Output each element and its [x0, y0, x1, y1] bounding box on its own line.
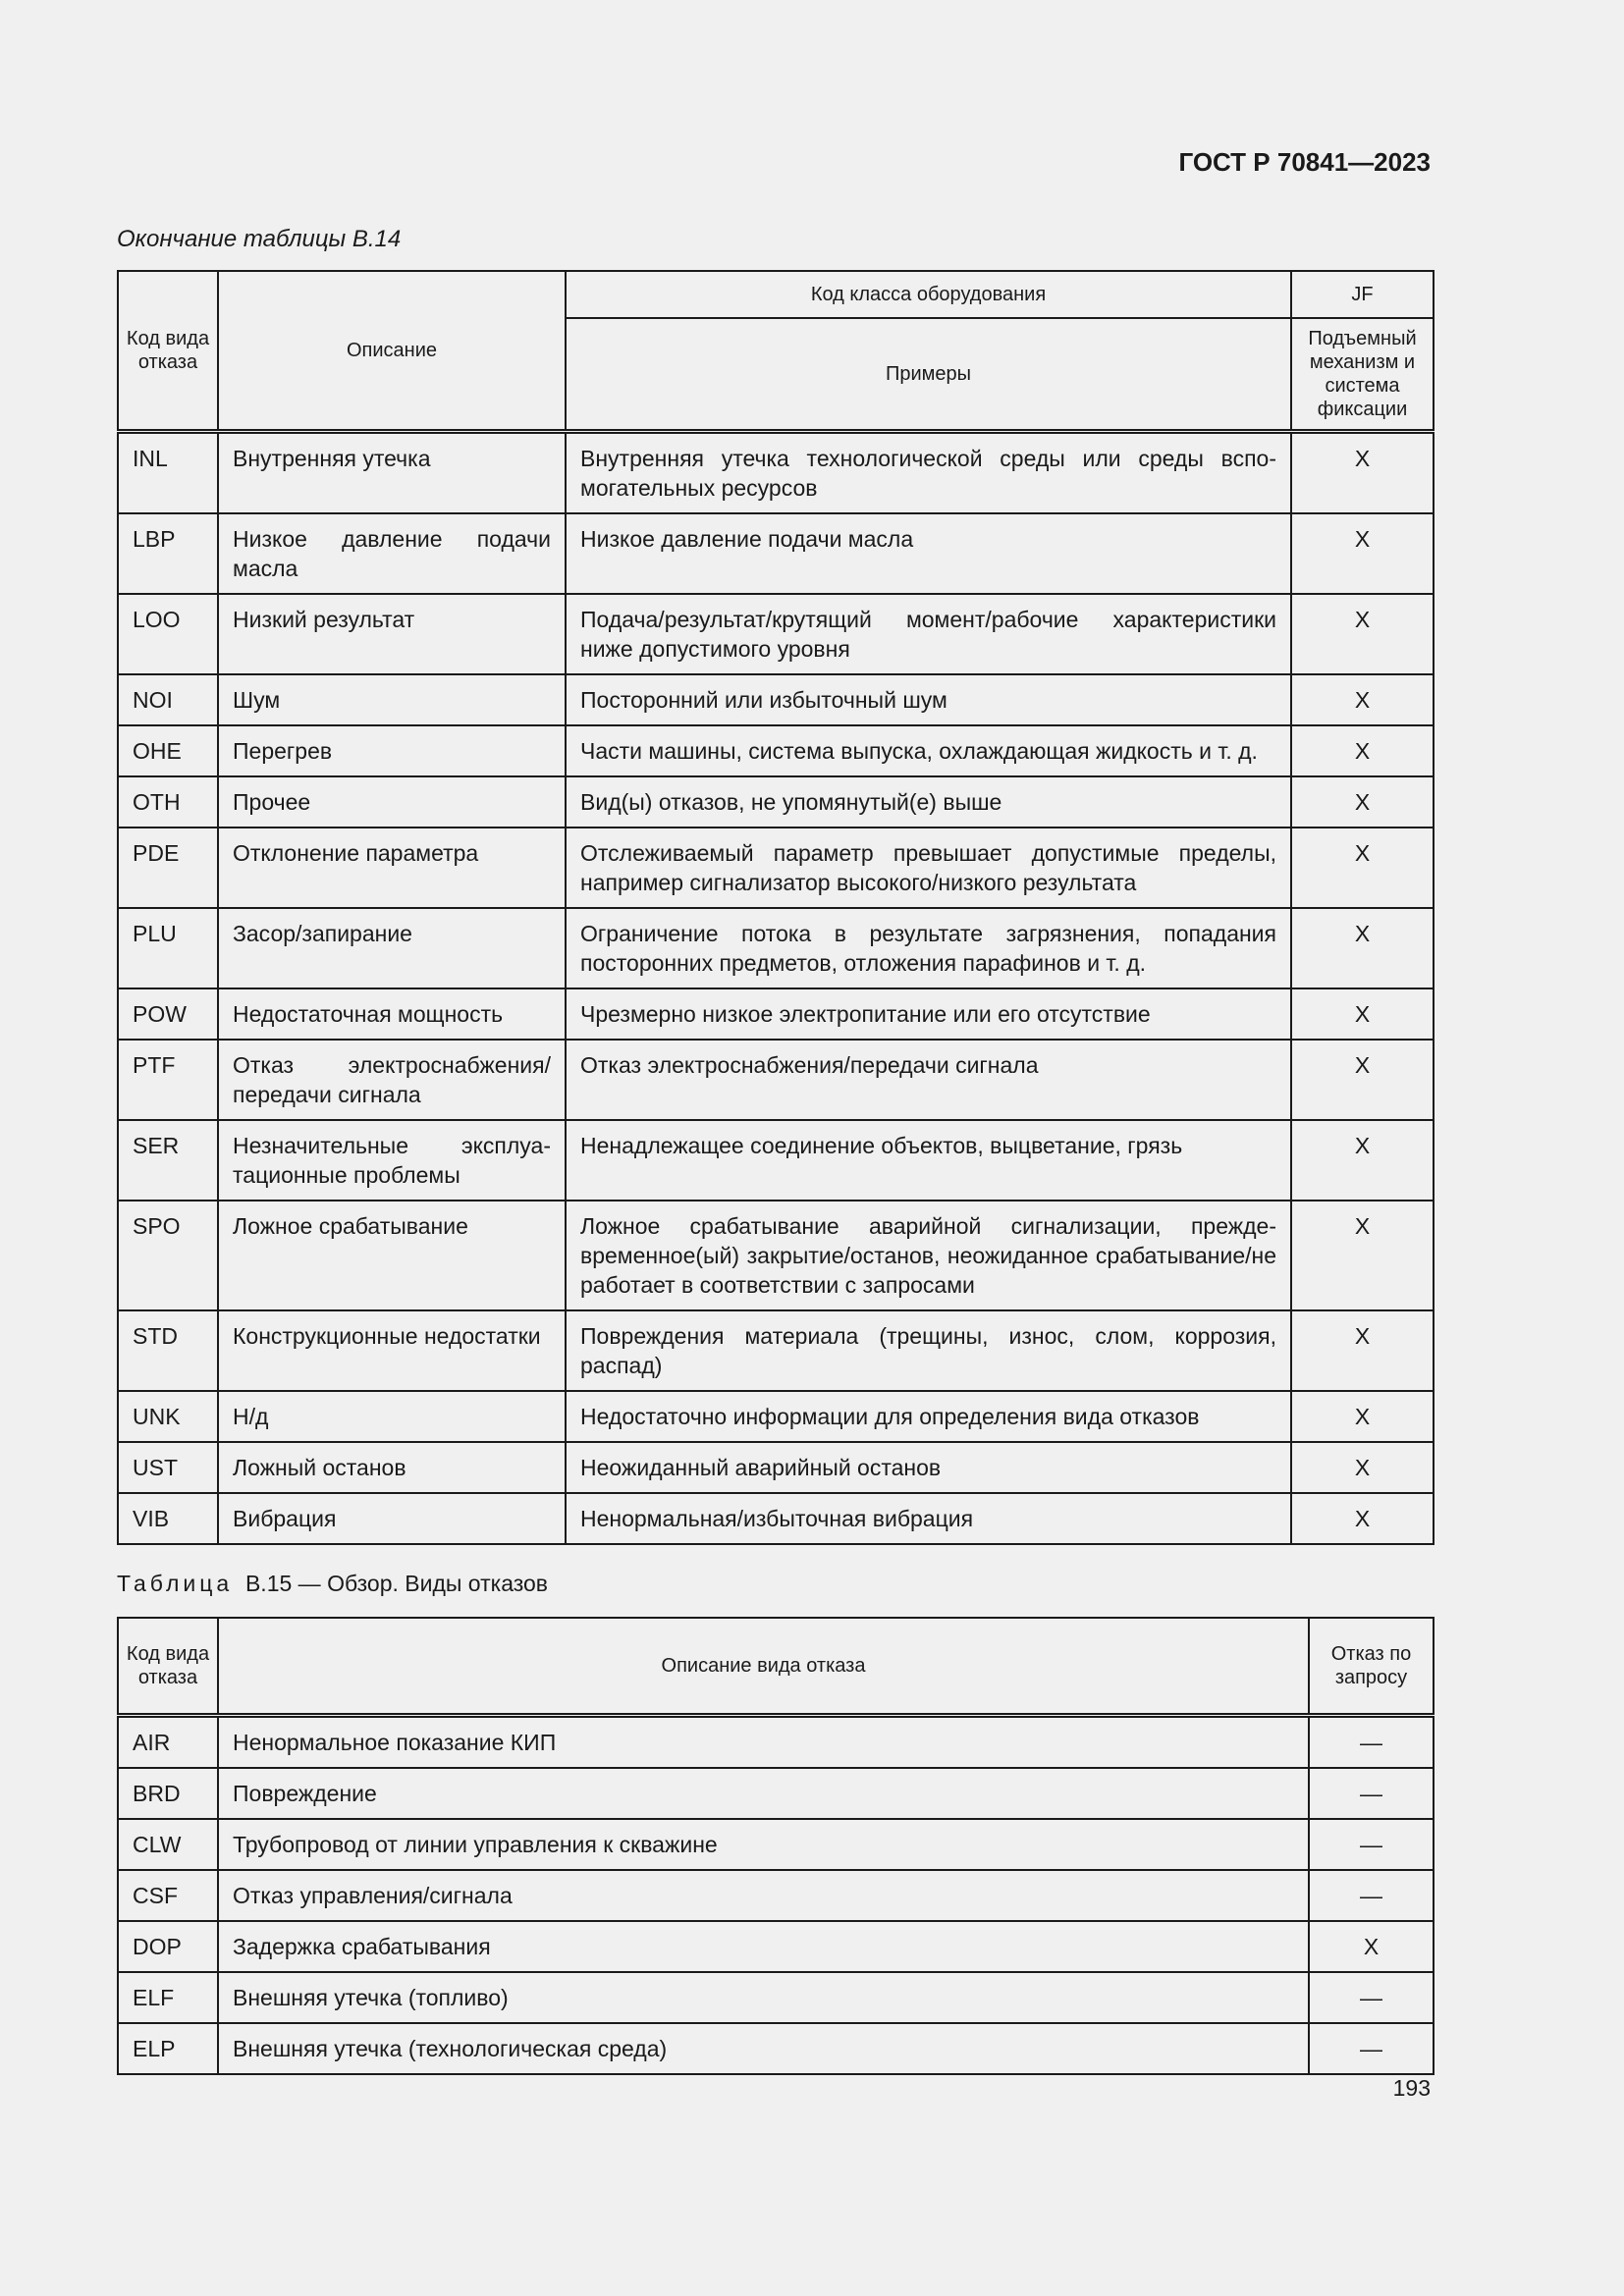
failure-examples: Внутренняя утечка технологической среды или среды вспомогательных ресурсов — [566, 432, 1291, 514]
failure-examples: Повреждения материала (трещины, износ, слом, коррозия, распад) — [566, 1310, 1291, 1391]
table-row — [118, 776, 1434, 828]
failure-code: PTF — [118, 1040, 218, 1120]
table-row — [118, 1972, 1434, 2023]
header-code: Код вида отказа — [118, 271, 218, 432]
on-demand-mark: — — [1309, 1768, 1434, 1819]
failure-description: Внешняя утечка (топливо) — [218, 1972, 1309, 2023]
failure-examples: Ненормальная/избыточная вибрация — [566, 1493, 1291, 1544]
failure-code: PDE — [118, 828, 218, 908]
failure-description: Низкое давление подачи масла — [218, 513, 566, 594]
failure-description: Перегрев — [218, 725, 566, 776]
jf-mark: X — [1291, 1310, 1434, 1391]
header-jf-code: JF — [1291, 271, 1434, 318]
jf-mark: X — [1291, 725, 1434, 776]
jf-mark: X — [1291, 1493, 1434, 1544]
table-row — [118, 988, 1434, 1040]
failure-code: DOP — [118, 1921, 218, 1972]
failure-description: Ложное срабатывание — [218, 1201, 566, 1310]
header-class-code: Код класса оборудования — [566, 271, 1291, 318]
failure-code: AIR — [118, 1716, 218, 1769]
header-examples: Примеры — [566, 318, 1291, 432]
header-jf-name: Подъемный механизм и система фиксации — [1291, 318, 1434, 432]
failure-code: BRD — [118, 1768, 218, 1819]
failure-description: Внешняя утечка (технологическая среда) — [218, 2023, 1309, 2074]
table-row — [118, 1819, 1434, 1870]
table-row — [118, 1201, 1434, 1310]
table-15-caption-label: Таблица — [117, 1571, 234, 1596]
failure-description: Ложный останов — [218, 1442, 566, 1493]
failure-code: NOI — [118, 674, 218, 725]
jf-mark: X — [1291, 776, 1434, 828]
table-row — [118, 1040, 1434, 1120]
jf-mark: X — [1291, 513, 1434, 594]
failure-code: LBP — [118, 513, 218, 594]
header-on-demand: Отказ по запросу — [1309, 1618, 1434, 1716]
failure-code: STD — [118, 1310, 218, 1391]
failure-code: PLU — [118, 908, 218, 988]
failure-description: Прочее — [218, 776, 566, 828]
on-demand-mark: — — [1309, 2023, 1434, 2074]
table-row — [118, 1493, 1434, 1544]
on-demand-mark: — — [1309, 1870, 1434, 1921]
table-row — [118, 674, 1434, 725]
header-description: Описание — [218, 271, 566, 432]
failure-code: OHE — [118, 725, 218, 776]
failure-examples: Низкое давление подачи масла — [566, 513, 1291, 594]
table-b15 — [117, 1617, 1435, 2075]
failure-code: INL — [118, 432, 218, 514]
failure-examples: Части машины, система выпуска, охлаждающая жидкость и т. д. — [566, 725, 1291, 776]
failure-code: CSF — [118, 1870, 218, 1921]
table-row — [118, 1120, 1434, 1201]
jf-mark: X — [1291, 828, 1434, 908]
page-number: 193 — [1392, 2075, 1431, 2101]
failure-description: Трубопровод от линии управления к скважине — [218, 1819, 1309, 1870]
failure-examples: Неожиданный аварийный останов — [566, 1442, 1291, 1493]
table-row — [118, 1391, 1434, 1442]
failure-description: Засор/запирание — [218, 908, 566, 988]
table-row — [118, 594, 1434, 674]
table-15-caption — [117, 1571, 548, 1597]
failure-description: Ненормальное показание КИП — [218, 1716, 1309, 1769]
on-demand-mark: X — [1309, 1921, 1434, 1972]
failure-code: UST — [118, 1442, 218, 1493]
table-row — [118, 1768, 1434, 1819]
failure-code: OTH — [118, 776, 218, 828]
on-demand-mark: — — [1309, 1819, 1434, 1870]
on-demand-mark: — — [1309, 1972, 1434, 2023]
failure-description: Недостаточная мощность — [218, 988, 566, 1040]
failure-description: Низкий результат — [218, 594, 566, 674]
failure-description: Отказ управления/сигнала — [218, 1870, 1309, 1921]
jf-mark: X — [1291, 1120, 1434, 1201]
failure-examples: Отслеживаемый параметр превышает допустимые пределы, например сигнализатор высокого/низкого результата — [566, 828, 1291, 908]
failure-examples: Недостаточно информации для определения вида отказов — [566, 1391, 1291, 1442]
failure-description: Задержка срабатывания — [218, 1921, 1309, 1972]
jf-mark: X — [1291, 908, 1434, 988]
table-row — [118, 1310, 1434, 1391]
jf-mark: X — [1291, 674, 1434, 725]
jf-mark: X — [1291, 1391, 1434, 1442]
failure-examples: Ненадлежащее соединение объектов, выцветание, грязь — [566, 1120, 1291, 1201]
failure-description: Шум — [218, 674, 566, 725]
failure-examples: Отказ электроснабжения/передачи сигнала — [566, 1040, 1291, 1120]
failure-examples: Посторонний или избыточный шум — [566, 674, 1291, 725]
failure-code: LOO — [118, 594, 218, 674]
failure-code: SER — [118, 1120, 218, 1201]
failure-description: Н/д — [218, 1391, 566, 1442]
failure-examples: Ограничение потока в результате загрязнения, попадания посторонних предметов, отложения парафинов и т. д. — [566, 908, 1291, 988]
failure-code: UNK — [118, 1391, 218, 1442]
failure-code: SPO — [118, 1201, 218, 1310]
failure-code: VIB — [118, 1493, 218, 1544]
table-row — [118, 1716, 1434, 1769]
jf-mark: X — [1291, 1201, 1434, 1310]
jf-mark: X — [1291, 1442, 1434, 1493]
table-row — [118, 828, 1434, 908]
on-demand-mark: — — [1309, 1716, 1434, 1769]
failure-code: CLW — [118, 1819, 218, 1870]
table-row — [118, 908, 1434, 988]
failure-examples: Чрезмерно низкое электропитание или его отсутствие — [566, 988, 1291, 1040]
jf-mark: X — [1291, 594, 1434, 674]
table-row — [118, 1921, 1434, 1972]
failure-description: Вибрация — [218, 1493, 566, 1544]
failure-code: ELP — [118, 2023, 218, 2074]
document-id: ГОСТ Р 70841—2023 — [1178, 147, 1431, 177]
failure-description: Повреждение — [218, 1768, 1309, 1819]
failure-code: ELF — [118, 1972, 218, 2023]
table-row — [118, 2023, 1434, 2074]
table-row — [118, 1442, 1434, 1493]
jf-mark: X — [1291, 432, 1434, 514]
failure-description: Отказ электроснабжения/ передачи сигнала — [218, 1040, 566, 1120]
table-row — [118, 432, 1434, 514]
jf-mark: X — [1291, 988, 1434, 1040]
table-15-caption-text: В.15 — Обзор. Виды отказов — [244, 1571, 549, 1596]
failure-examples: Вид(ы) отказов, не упомянутый(е) выше — [566, 776, 1291, 828]
failure-code: POW — [118, 988, 218, 1040]
table-b14 — [117, 270, 1435, 1545]
table-row — [118, 725, 1434, 776]
jf-mark: X — [1291, 1040, 1434, 1120]
failure-description: Внутренняя утечка — [218, 432, 566, 514]
failure-description: Конструкционные недостатки — [218, 1310, 566, 1391]
table-row — [118, 513, 1434, 594]
failure-examples: Ложное срабатывание аварийной сигнализации, преждевременное(ый) закрытие/останов, неожиданное срабатывание/не работает в соответствии с запросами — [566, 1201, 1291, 1310]
table-row — [118, 1870, 1434, 1921]
header-code: Код вида отказа — [118, 1618, 218, 1716]
failure-description: Отклонение параметра — [218, 828, 566, 908]
failure-description: Незначительные эксплуатационные проблемы — [218, 1120, 566, 1201]
table-14-caption: Окончание таблицы В.14 — [117, 226, 402, 252]
failure-examples: Подача/результат/крутящий момент/рабочие характеристики ниже допустимого уровня — [566, 594, 1291, 674]
header-failure-description: Описание вида отказа — [218, 1618, 1309, 1716]
